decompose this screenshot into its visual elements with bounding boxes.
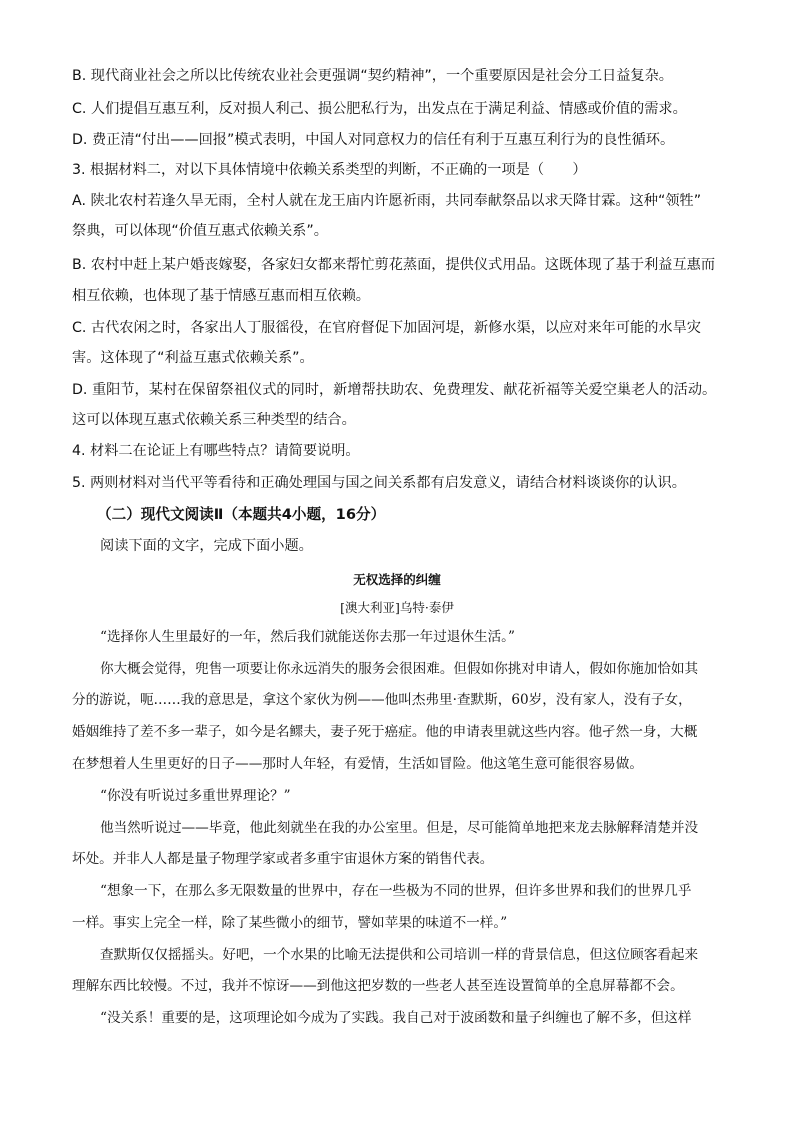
story-line: 他当然听说过——毕竟，他此刻就坐在我的办公室里。但是，尽可能简单地把来龙去脉解释清楚并没	[100, 820, 699, 836]
story-line: “你没有听说过多重世界理论？”	[100, 788, 291, 804]
instruction-line: 阅读下面的文字，完成下面小题。	[100, 538, 313, 554]
story-line: “想象一下，在那么多无限数量的世界中，存在一些极为不同的世界，但许多世界和我们的世界几乎	[100, 883, 692, 899]
story-title: 无权选择的纠缠	[353, 572, 441, 587]
story-line: 在梦想着人生里更好的日子——那时人年轻，有爱情，生活如冒险。他这笔生意可能很容易做。	[72, 756, 643, 772]
q3-option-c-line-2: 害。这体现了“利益互惠式依赖关系”。	[72, 350, 314, 366]
option-b-line: B. 现代商业社会之所以比传统农业社会更强调“契约精神”，一个重要原因是社会分工日益复杂。	[72, 68, 673, 84]
story-line: 查默斯仅仅摇摇头。好吧，一个水果的比喻无法提供和公司培训一样的背景信息，但这位顾客看起来	[100, 947, 699, 963]
option-d-line: D. 费正清“付出——回报”模式表明，中国人对同意权力的信任有利于互惠互利行为的良性循环。	[72, 132, 675, 148]
question-3-line: 3. 根据材料二，对以下具体情境中依赖关系类型的判断，不正确的一项是（ ）	[72, 162, 587, 178]
story-line: 分的游说，呃……我的意思是，拿这个家伙为例——他叫杰弗里·查默斯，60岁，没有家人，没有子女，	[72, 692, 692, 708]
section-heading: （二）现代文阅读Ⅱ（本题共4小题，16分）	[97, 506, 386, 523]
q3-option-b-line-2: 相互依赖，也体现了基于情感互惠而相互依赖。	[72, 288, 370, 304]
q3-option-a-line-2: 祭典，可以体现“价值互惠式依赖关系”。	[72, 223, 328, 239]
story-author: [澳大利亚]乌特·泰伊	[340, 600, 454, 615]
q3-option-b-line-1: B. 农村中赶上某户婚丧嫁娶，各家妇女都来帮忙剪花蒸面，提供仪式用品。这既体现了基于利益互惠而	[72, 257, 716, 273]
q3-option-d-line-1: D. 重阳节，某村在保留祭祖仪式的同时，新增帮扶助农、免费理发、献花祈福等关爱空巢老人的活动。	[72, 382, 717, 398]
question-5-line: 5. 两则材料对当代平等看待和正确处理国与国之间关系都有启发意义，请结合材料谈谈你的认识。	[72, 475, 686, 491]
q3-option-d-line-2: 这可以体现互惠式依赖关系三种类型的结合。	[72, 412, 356, 428]
q3-option-a-line-1: A. 陕北农村若逢久旱无雨，全村人就在龙王庙内许愿祈雨，共同奉献祭品以求天降甘霖。这种“领牲”	[72, 193, 702, 209]
story-line: “选择你人生里最好的一年，然后我们就能送你去那一年过退休生活。”	[100, 629, 515, 645]
story-line: 你大概会觉得，兜售一项要让你永远消失的服务会很困难。但假如你挑对申请人，假如你施加恰如其	[100, 661, 699, 677]
option-c-line: C. 人们提倡互惠互利，反对损人利己、损公肥私行为，出发点在于满足利益、情感或价值的需求。	[72, 101, 687, 117]
question-4-line: 4. 材料二在论证上有哪些特点？请简要说明。	[72, 443, 360, 459]
story-line: 一样。事实上完全一样，除了某些微小的细节，譬如苹果的味道不一样。”	[72, 915, 508, 931]
q3-option-c-line-1: C. 古代农闲之时，各家出人丁服徭役，在官府督促下加固河堤，新修水渠，以应对来年可能的水旱灾	[72, 320, 701, 336]
story-line: 理解东西比较慢。不过，我并不惊讶——到他这把岁数的一些老人甚至连设置简单的全息屏幕都不会。	[72, 978, 684, 994]
story-line: “没关系！重要的是，这项理论如今成为了实践。我自己对于波函数和量子纠缠也了解不多，但这样	[100, 1010, 692, 1026]
story-line: 坏处。并非人人都是量子物理学家或者多重宇宙退休方案的销售代表。	[72, 851, 494, 867]
story-line: 婚姻维持了差不多一辈子，如今是名鳏夫，妻子死于癌症。他的申请表里就这些内容。他孑然一身，大概	[72, 724, 698, 740]
